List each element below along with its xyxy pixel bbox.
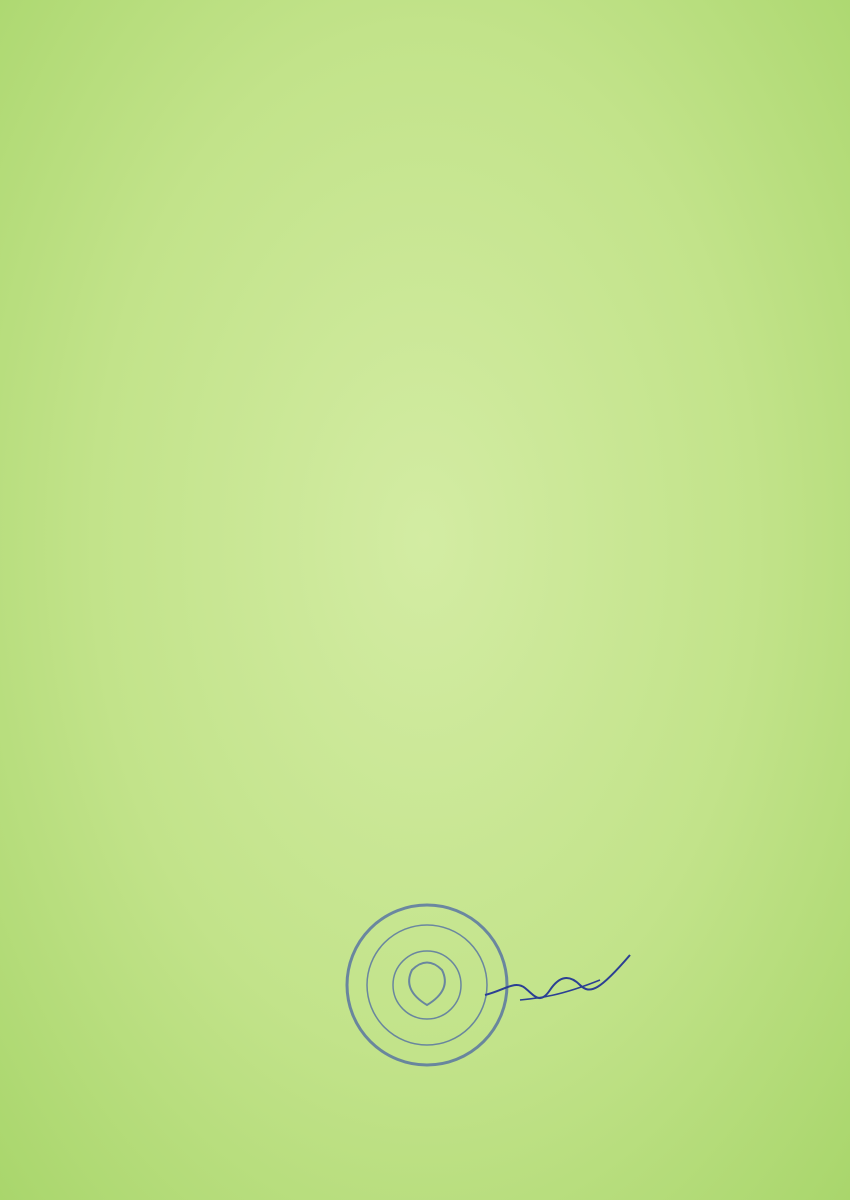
handwritten-signature <box>480 950 640 1020</box>
